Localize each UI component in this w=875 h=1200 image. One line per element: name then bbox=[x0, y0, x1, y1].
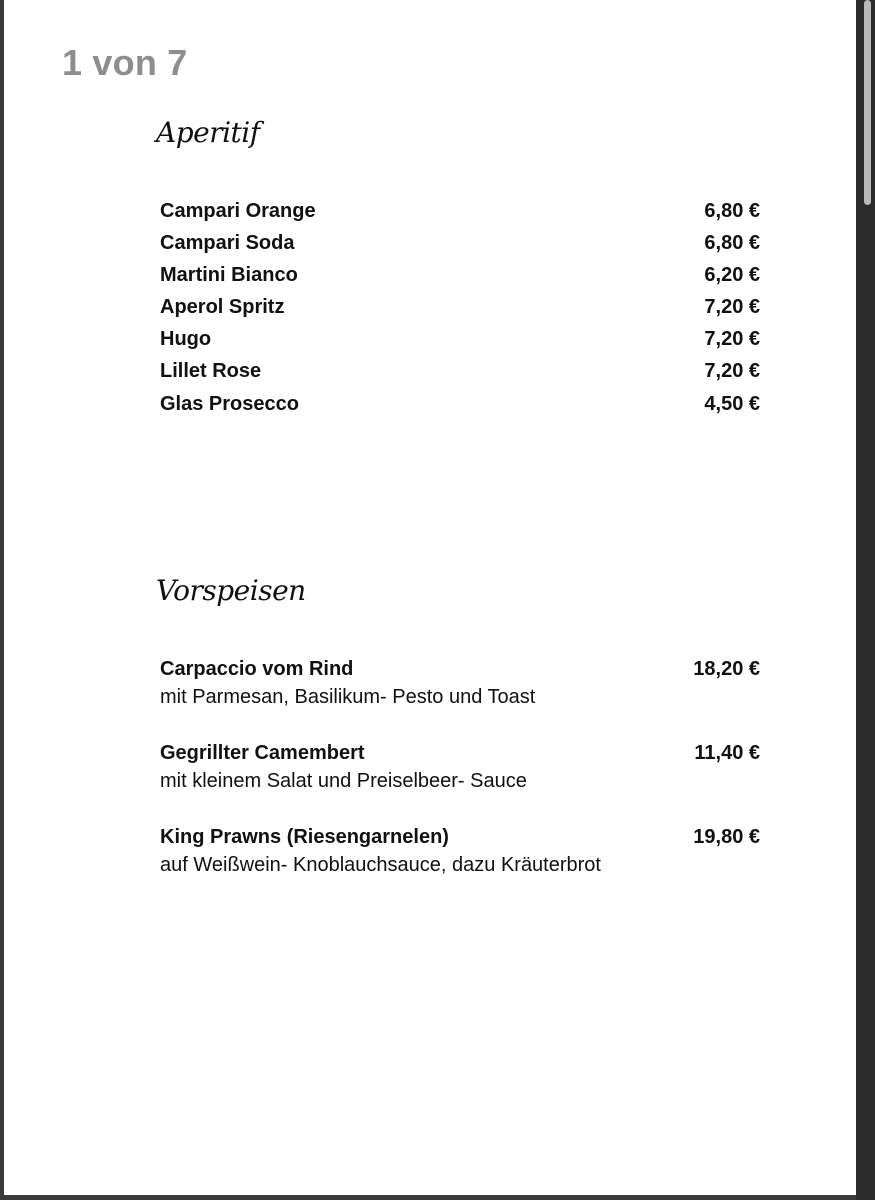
item-price: 19,80 € bbox=[693, 826, 760, 848]
item-name: Glas Prosecco bbox=[160, 393, 299, 415]
item-price: 18,20 € bbox=[693, 658, 760, 680]
document-page bbox=[4, 0, 856, 1195]
page-indicator: 1 von 7 bbox=[62, 42, 188, 83]
menu-item bbox=[160, 393, 760, 421]
item-description: mit Parmesan, Basilikum- Pesto und Toast bbox=[160, 686, 536, 708]
menu-item bbox=[160, 232, 760, 260]
item-name: Martini Bianco bbox=[160, 264, 298, 286]
menu-item bbox=[160, 296, 760, 324]
item-price: 4,50 € bbox=[704, 393, 760, 415]
menu-item bbox=[160, 200, 760, 228]
item-name: Hugo bbox=[160, 328, 212, 350]
item-price: 7,20 € bbox=[704, 360, 760, 382]
item-price: 7,20 € bbox=[704, 296, 760, 318]
item-price: 6,80 € bbox=[704, 200, 760, 222]
item-description: mit kleinem Salat und Preiselbeer- Sauce bbox=[160, 770, 527, 792]
item-price: 6,20 € bbox=[704, 264, 760, 286]
item-name: King Prawns (Riesengarnelen) bbox=[160, 826, 449, 848]
section-title-aperitif: Aperitif bbox=[156, 116, 260, 149]
menu-item bbox=[160, 264, 760, 292]
item-price: 6,80 € bbox=[704, 232, 760, 254]
item-name: Campari Orange bbox=[160, 200, 316, 222]
item-description: auf Weißwein- Knoblauchsauce, dazu Kräuterbrot bbox=[160, 854, 601, 876]
item-price: 7,20 € bbox=[704, 328, 760, 350]
section-title-vorspeisen: Vorspeisen bbox=[156, 574, 306, 607]
item-name: Carpaccio vom Rind bbox=[160, 658, 354, 680]
item-name: Campari Soda bbox=[160, 232, 295, 254]
scrollbar-thumb[interactable] bbox=[864, 0, 871, 205]
item-name: Aperol Spritz bbox=[160, 296, 285, 318]
menu-item bbox=[160, 360, 760, 388]
vertical-scrollbar[interactable] bbox=[856, 0, 875, 1200]
item-name: Lillet Rose bbox=[160, 360, 262, 382]
item-price: 11,40 € bbox=[694, 742, 760, 764]
menu-item bbox=[160, 328, 760, 356]
item-name: Gegrillter Camembert bbox=[160, 742, 365, 764]
